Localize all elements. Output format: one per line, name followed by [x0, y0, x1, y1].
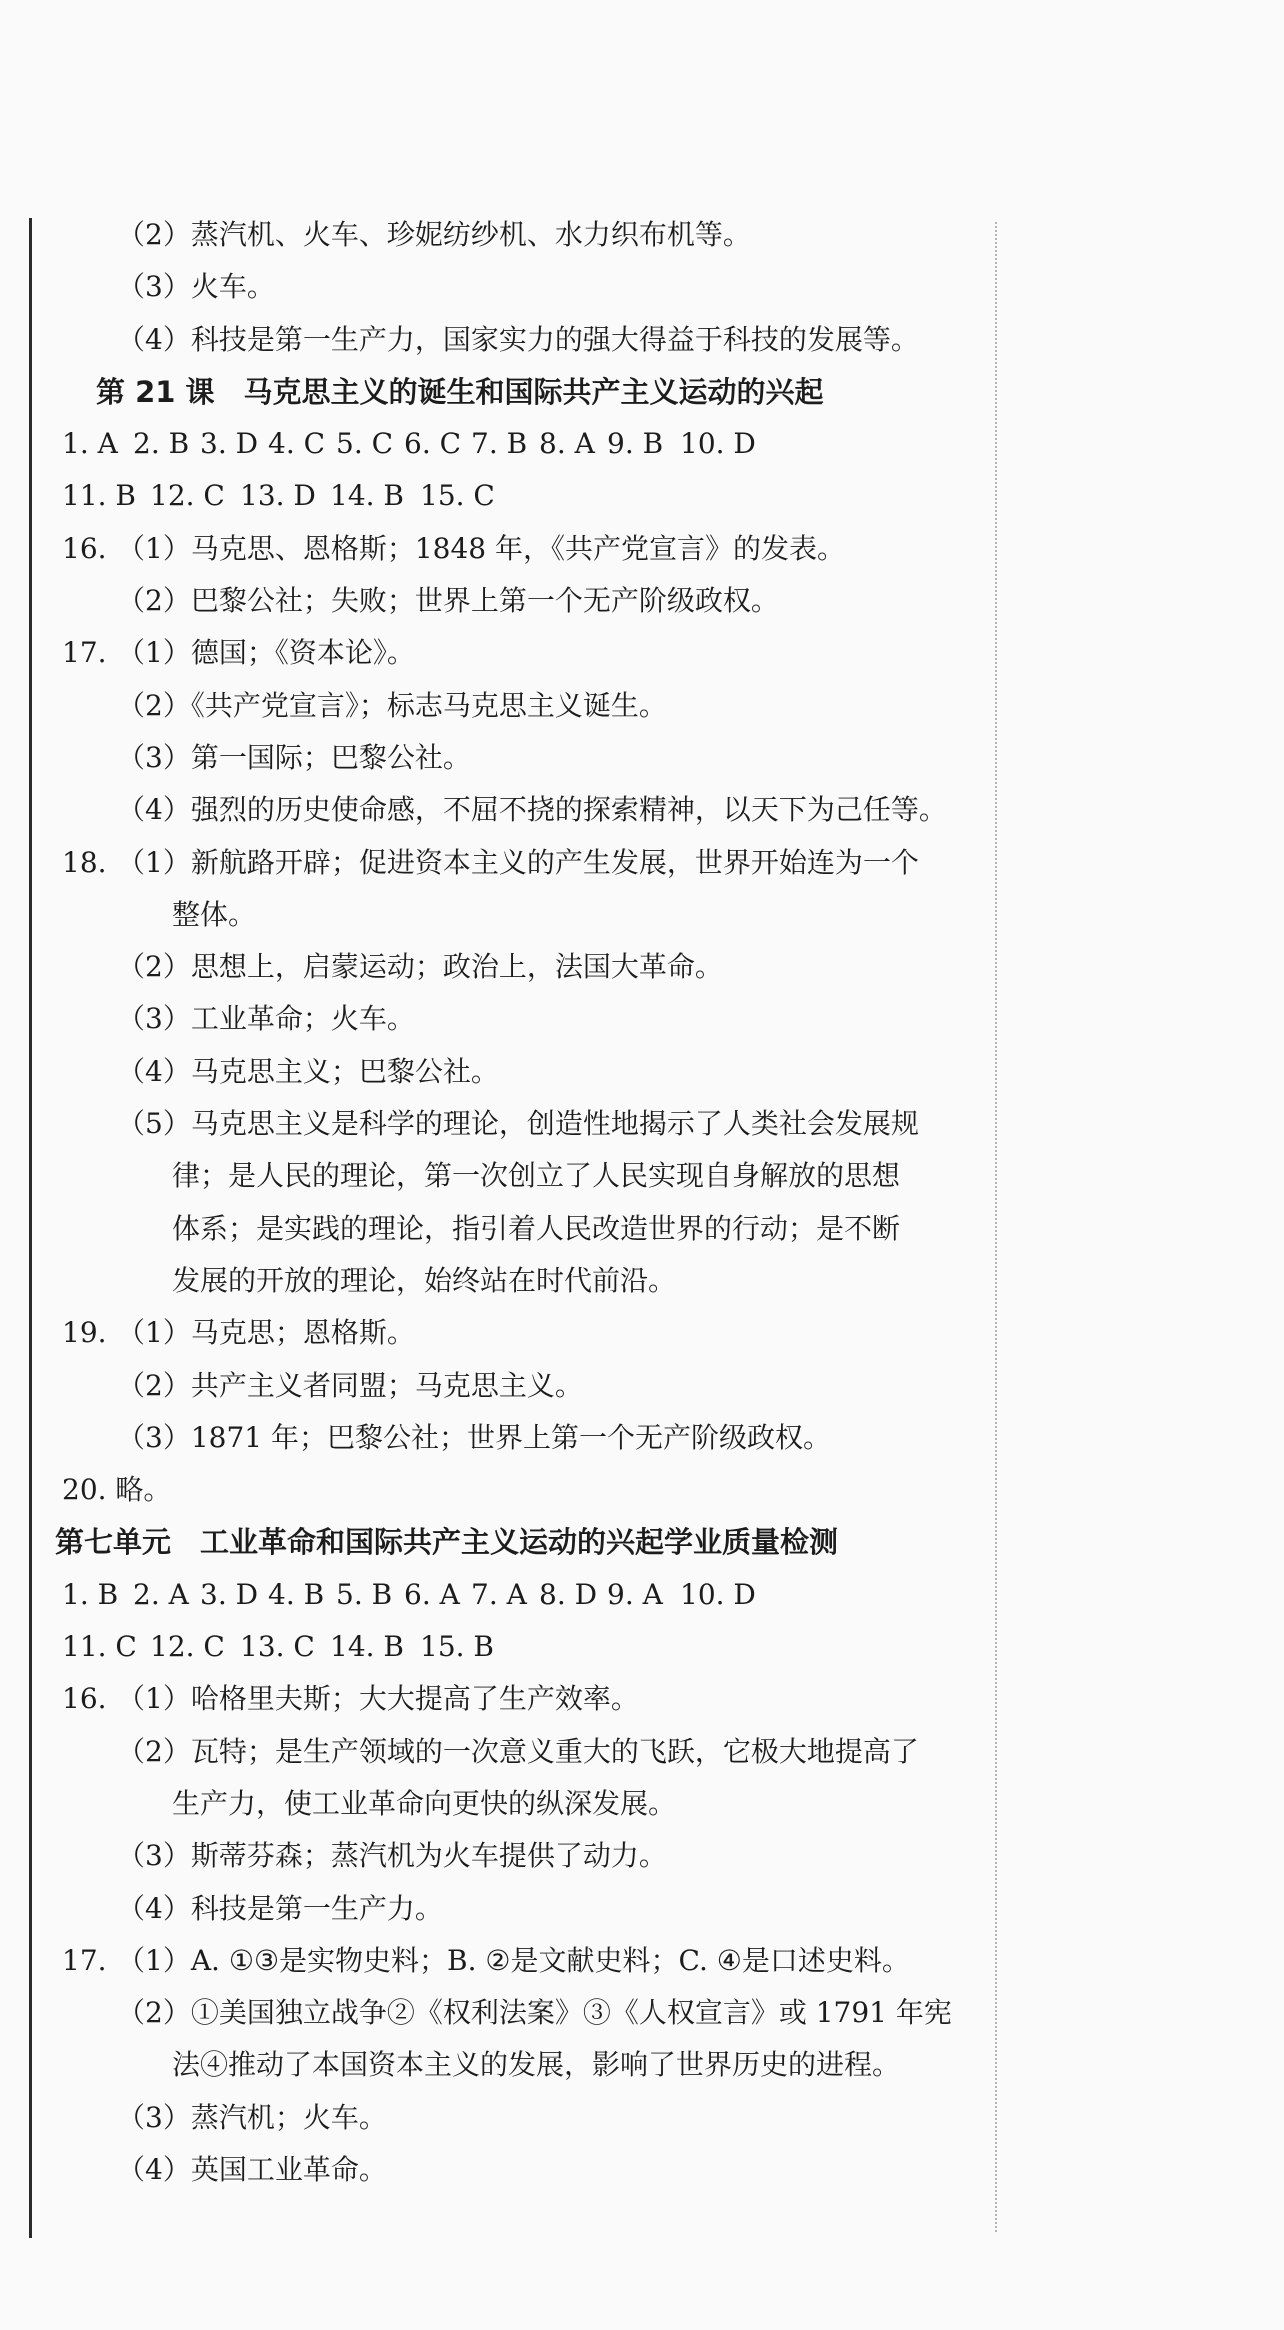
text-line: [0, 209, 990, 261]
text-line: [0, 314, 990, 366]
text-line: [0, 1830, 990, 1882]
choice-answer: 13. C: [240, 1630, 315, 1664]
choice-answer: 8. A: [539, 427, 595, 461]
answer-text: （4）科技是第一生产力，国家实力的强大得益于科技的发展等。: [117, 322, 919, 356]
answer-text: （4）科技是第一生产力。: [117, 1891, 443, 1925]
choice-answer: 10. D: [680, 1577, 756, 1611]
text-line: [0, 1203, 990, 1255]
text-line: [0, 1255, 990, 1307]
choice-answer: 1. A: [62, 427, 118, 461]
unit-heading: 第七单元 工业革命和国际共产主义运动的兴起学业质量检测: [55, 1525, 839, 1560]
text-line: [0, 1883, 990, 1935]
answer-text: （1）德国；《资本论》。: [117, 636, 415, 670]
text-line: [0, 2092, 990, 2144]
choice-answer: 8. D: [539, 1577, 598, 1611]
answer-line: 20. 略。: [62, 1473, 172, 1507]
text-line: [0, 1621, 990, 1673]
text-line: [0, 1098, 990, 1150]
answer-text: （3）工业革命；火车。: [117, 1002, 415, 1036]
text-line: [0, 261, 990, 313]
text-line: [0, 1987, 990, 2039]
question-number: 16.: [62, 1682, 107, 1716]
text-line: [0, 732, 990, 784]
choice-answer: 15. C: [420, 479, 495, 513]
choice-answer: 4. B: [268, 1577, 325, 1611]
answer-text: （3）1871 年；巴黎公社；世界上第一个无产阶级政权。: [117, 1420, 831, 1454]
answer-text: （3）第一国际；巴黎公社。: [117, 740, 471, 774]
choice-answer: 10. D: [680, 427, 756, 461]
text-line: [0, 1516, 990, 1568]
choice-answer: 4. C: [268, 427, 326, 461]
text-line: [0, 1726, 990, 1778]
lesson-heading: 第 21 课 马克思主义的诞生和国际共产主义运动的兴起: [96, 374, 824, 409]
answer-continuation: 整体。: [172, 897, 257, 931]
text-line: [0, 418, 990, 470]
choice-answer: 12. C: [150, 479, 225, 513]
choice-answer: 7. A: [471, 1577, 527, 1611]
text-line: [0, 1150, 990, 1202]
choice-answer: 3. D: [200, 1577, 259, 1611]
answer-text: （1）新航路开辟；促进资本主义的产生发展，世界开始连为一个: [117, 845, 919, 879]
choice-answer: 3. D: [200, 427, 259, 461]
text-line: [0, 627, 990, 679]
choice-answer: 2. A: [133, 1577, 189, 1611]
text-line: [0, 2039, 990, 2091]
answer-text: （2）思想上，启蒙运动；政治上，法国大革命。: [117, 950, 723, 984]
answer-key-content: [0, 209, 990, 2196]
text-line: [0, 1673, 990, 1725]
text-line: [0, 523, 990, 575]
answer-text: （3）斯蒂芬森；蒸汽机为火车提供了动力。: [117, 1839, 667, 1873]
choice-answer: 5. B: [336, 1577, 393, 1611]
text-line: [0, 941, 990, 993]
choice-answer: 12. C: [150, 1630, 225, 1664]
text-line: [0, 2144, 990, 2196]
choice-answer: 14. B: [330, 1630, 405, 1664]
text-line: [0, 1307, 990, 1359]
answer-continuation: 法④推动了本国资本主义的发展，影响了世界历史的进程。: [172, 2048, 901, 2082]
answer-text: （2）《共产党宣言》；标志马克思主义诞生。: [117, 688, 667, 722]
choice-answer: 9. A: [607, 1577, 663, 1611]
answer-text: （4）马克思主义；巴黎公社。: [117, 1054, 499, 1088]
answer-text: （4）英国工业革命。: [117, 2152, 387, 2186]
text-line: [0, 575, 990, 627]
text-line: [0, 837, 990, 889]
right-dotted-rule: [995, 222, 997, 2232]
text-line: [0, 1935, 990, 1987]
text-line: [0, 1360, 990, 1412]
question-number: 18.: [62, 845, 107, 879]
answer-continuation: 生产力，使工业革命向更快的纵深发展。: [172, 1786, 677, 1820]
text-line: [0, 1046, 990, 1098]
choice-answer: 15. B: [420, 1630, 495, 1664]
choice-answer: 1. B: [62, 1577, 119, 1611]
text-line: [0, 1569, 990, 1621]
choice-answer: 7. B: [471, 427, 528, 461]
answer-continuation: 律；是人民的理论，第一次创立了人民实现自身解放的思想: [172, 1159, 901, 1193]
text-line: [0, 1778, 990, 1830]
question-number: 17.: [62, 636, 107, 670]
answer-text: （4）强烈的历史使命感，不屈不挠的探索精神，以天下为己任等。: [117, 793, 947, 827]
answer-text: （3）蒸汽机；火车。: [117, 2100, 387, 2134]
question-number: 19.: [62, 1316, 107, 1350]
answer-text: （5）马克思主义是科学的理论，创造性地揭示了人类社会发展规: [117, 1107, 919, 1141]
answer-continuation: 体系；是实践的理论，指引着人民改造世界的行动；是不断: [172, 1211, 901, 1245]
choice-answer: 6. A: [404, 1577, 460, 1611]
text-line: [0, 993, 990, 1045]
choice-answer: 13. D: [240, 479, 316, 513]
choice-answer: 14. B: [330, 479, 405, 513]
answer-text: （2）巴黎公社；失败；世界上第一个无产阶级政权。: [117, 584, 779, 618]
answer-continuation: 发展的开放的理论，始终站在时代前沿。: [172, 1263, 677, 1297]
text-line: [0, 1464, 990, 1516]
answer-text: （3）火车。: [117, 270, 275, 304]
question-number: 17.: [62, 1943, 107, 1977]
answer-text: （1）A. ①③是实物史料；B. ②是文献史料；C. ④是口述史料。: [117, 1943, 910, 1977]
choice-answer: 11. C: [62, 1630, 137, 1664]
answer-text: （2）①美国独立战争②《权利法案》③《人权宣言》或 1791 年宪: [117, 1996, 952, 2030]
answer-text: （2）瓦特；是生产领域的一次意义重大的飞跃，它极大地提高了: [117, 1734, 919, 1768]
question-number: 16.: [62, 531, 107, 565]
answer-text: （2）共产主义者同盟；马克思主义。: [117, 1368, 583, 1402]
choice-answer: 6. C: [404, 427, 462, 461]
answer-text: （2）蒸汽机、火车、珍妮纺纱机、水力织布机等。: [117, 218, 751, 251]
text-line: [0, 889, 990, 941]
text-line: [0, 680, 990, 732]
text-line: [0, 784, 990, 836]
choice-answer: 5. C: [336, 427, 394, 461]
text-line: [0, 470, 990, 522]
answer-text: （1）马克思、恩格斯；1848 年，《共产党宣言》的发表。: [117, 531, 845, 565]
text-line: [0, 366, 990, 418]
choice-answer: 2. B: [133, 427, 190, 461]
choice-answer: 9. B: [607, 427, 664, 461]
answer-text: （1）马克思；恩格斯。: [117, 1316, 415, 1350]
text-line: [0, 1412, 990, 1464]
choice-answer: 11. B: [62, 479, 137, 513]
answer-text: （1）哈格里夫斯；大大提高了生产效率。: [117, 1682, 639, 1716]
